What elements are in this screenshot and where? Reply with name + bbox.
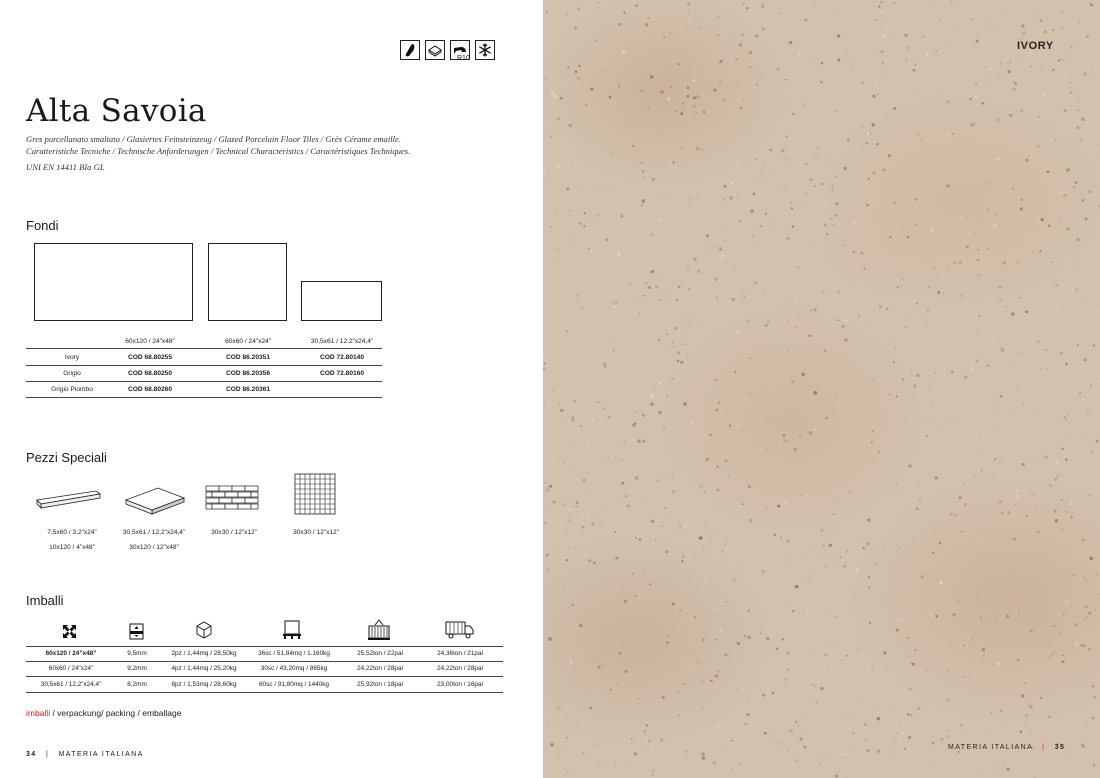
imballi-cell: 8pz / 1,53mq / 28,60kg (171, 681, 237, 688)
fondi-code: COD 72.80140 (320, 354, 364, 361)
pezzi-size: 30x30 / 12”x12” (211, 529, 257, 536)
footer-separator: | (1042, 744, 1046, 751)
thickness-icon (129, 623, 144, 640)
fondi-code: COD 86.20361 (226, 386, 270, 393)
imballi-cell: 9,2mm (127, 665, 147, 672)
brick-mosaic-icon (204, 484, 262, 512)
fondi-code: COD 72.80160 (320, 370, 364, 377)
pezzi-size: 30,5x61 / 12,2”x24,4” (122, 529, 186, 536)
packing-note-red: imballi (26, 708, 51, 718)
shoe-slip-icon (400, 40, 420, 60)
imballi-heading: Imballi (26, 593, 64, 608)
right-footer (948, 744, 1065, 751)
subtitle-line-2: Caratteristiche Tecniche / Technische Anforderungen / Technical Characteristics / Caractéristiques Techniques. (26, 146, 411, 156)
subtitle-line-1: Gres porcellanato smaltato / Glasiertes Feinsteinzeug / Glazed Porcelain Floor Tiles / Grès Cérame emaille. (26, 134, 401, 144)
container-icon (367, 619, 391, 641)
imballi-cell: 8,2mm (127, 681, 147, 688)
tile-60x120-shape (34, 243, 193, 321)
imballi-cell: 60x120 / 24”x48” (45, 650, 97, 657)
divider (26, 381, 382, 382)
imballi-cell: 4pz / 1,44mq / 25,20kg (171, 665, 237, 672)
footer-separator: | (45, 751, 50, 758)
imballi-cell: 24,22ton / 28pal (357, 665, 403, 672)
subtitle-line-3: UNI EN 14411 BIa GL (26, 162, 105, 172)
size-arrows-icon (62, 624, 77, 639)
fondi-row-name: Grigio (63, 370, 81, 377)
fondi-row-name: Ivory (64, 354, 80, 361)
fondi-code: COD 68.80250 (128, 370, 172, 377)
feature-icons (400, 40, 495, 60)
stone-texture-image (543, 0, 1100, 778)
imballi-cell: 2pz / 1,44mq / 28,50kg (171, 650, 237, 657)
fondi-code: COD 68.80255 (128, 354, 172, 361)
divider (26, 397, 382, 398)
imballi-cell: 23,00ton / 16pal (437, 681, 483, 688)
truck-icon (445, 620, 475, 640)
box-icon (195, 621, 213, 639)
tile-30x61-shape (301, 281, 382, 321)
left-page (0, 0, 543, 778)
footer-brand: MATERIA ITALIANA (58, 751, 144, 758)
fondi-row-name: Grigio Piombo (51, 386, 93, 393)
divider (26, 676, 503, 677)
pezzi-size: 30x30 / 12”x12” (293, 529, 339, 536)
fondi-code: COD 86.20356 (226, 370, 270, 377)
imballi-cell: 9,5mm (127, 650, 147, 657)
pallet-icon (282, 620, 302, 640)
fondi-heading: Fondi (26, 218, 59, 233)
divider (26, 365, 382, 366)
fondi-size-header: 30,5x61 / 12,2”x24,4” (310, 338, 374, 345)
fondi-size-header: 60x60 / 24”x24” (225, 338, 271, 345)
left-footer (26, 751, 144, 758)
packing-note-rest: / verpackung/ packing / emballage (50, 708, 182, 718)
imballi-cell: 30,5x61 / 12,2”x24,4” (40, 681, 102, 688)
divider (26, 692, 503, 693)
divider (26, 661, 503, 662)
r10-label: R10 (457, 55, 470, 62)
imballi-cell: 60sc / 91,80mq / 1440kg (259, 681, 329, 688)
fondi-code: COD 86.20351 (226, 354, 270, 361)
imballi-cell: 30sc / 43,20mq / 865kg (260, 665, 328, 672)
pezzi-size: 7,5x60 / 3,2”x24” (47, 529, 97, 536)
page-number: 34 (26, 751, 37, 758)
divider (26, 646, 503, 647)
divider (26, 348, 382, 349)
fondi-code: COD 68.80260 (128, 386, 172, 393)
page-title: Alta Savoia (26, 93, 207, 129)
step-piece-icon (122, 484, 188, 516)
pezzi-size: 30x120 / 12”x48” (129, 544, 179, 551)
skirting-piece-icon (34, 486, 104, 514)
footer-brand: MATERIA ITALIANA (948, 744, 1033, 751)
imballi-cell: 25,92ton / 18pal (357, 681, 403, 688)
imballi-cell: 25,52ton / 22pal (357, 650, 403, 657)
page-number: 35 (1054, 744, 1066, 751)
packing-note (26, 708, 181, 718)
tile-60x60-shape (208, 243, 287, 321)
imballi-cell: 60x60 / 24”x24” (48, 665, 94, 672)
fondi-size-header: 60x120 / 24”x48” (125, 338, 175, 345)
imballi-cell: 24,22ton / 28pal (437, 665, 483, 672)
frost-icon (475, 40, 495, 60)
pezzi-heading: Pezzi Speciali (26, 450, 107, 465)
imballi-cell: 24,36ton / 21pal (437, 650, 483, 657)
color-label: IVORY (1017, 40, 1054, 52)
pezzi-size: 10x120 / 4”x48” (49, 544, 95, 551)
imballi-cell: 36sc / 51,84mq / 1.160kg (258, 650, 330, 657)
floor-tile-icon (425, 40, 445, 60)
square-mosaic-icon (294, 473, 336, 515)
